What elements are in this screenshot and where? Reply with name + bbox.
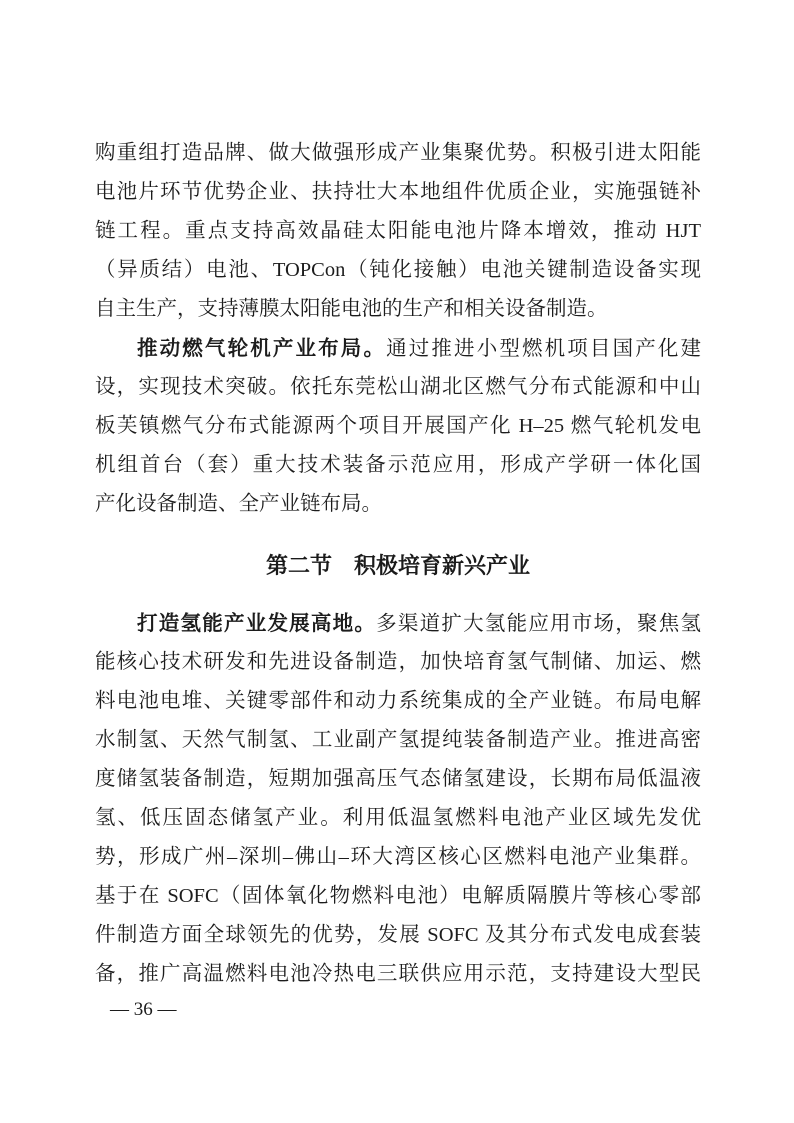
- body-text: [95, 134, 701, 994]
- text-line: 基于在 SOFC（固体氧化物燃料电池）电解质隔膜片等核心零部: [95, 885, 701, 907]
- text-line: 链工程。重点支持高效晶硅太阳能电池片降本增效，推动 HJT: [95, 220, 701, 242]
- paragraph-lead-rest: 多渠道扩大氢能应用市场，聚焦氢: [376, 613, 701, 635]
- text-line: 料电池电堆、关键零部件和动力系统集成的全产业链。布局电解: [95, 690, 701, 712]
- text-line: 备，推广高温燃料电池冷热电三联供应用示范，支持建设大型民: [95, 963, 701, 985]
- text-line: 购重组打造品牌、做大做强形成产业集聚优势。积极引进太阳能: [95, 142, 701, 164]
- text-line: （异质结）电池、TOPCon（钝化接触）电池关键制造设备实现: [95, 259, 701, 281]
- paragraph-solar: [95, 134, 701, 329]
- text-line: 机组首台（套）重大技术装备示范应用，形成产学研一体化国: [95, 454, 701, 476]
- text-line: 氢、低压固态储氢产业。利用低温氢燃料电池产业区域先发优: [95, 807, 701, 829]
- paragraph-lead-bold: 推动燃气轮机产业布局。: [137, 337, 387, 360]
- text-line: 产化设备制造、全产业链布局。: [95, 493, 382, 515]
- text-line: 度储氢装备制造，短期加强高压气态储氢建设，长期布局低温液: [95, 768, 701, 790]
- text-line: [95, 329, 701, 368]
- text-line: 势，形成广州–深圳–佛山–环大湾区核心区燃料电池产业集群。: [95, 846, 701, 868]
- text-line: [95, 604, 701, 643]
- text-line: 水制氢、天然气制氢、工业副产氢提纯装备制造产业。推进高密: [95, 729, 701, 751]
- paragraph-lead-rest: 通过推进小型燃机项目国产化建: [386, 338, 702, 360]
- text-line: 设，实现技术突破。依托东莞松山湖北区燃气分布式能源和中山: [95, 376, 701, 398]
- paragraph-gas-turbine: [95, 329, 701, 524]
- section-heading: 第二节 积极培育新兴产业: [265, 553, 530, 578]
- text-line: 板芙镇燃气分布式能源两个项目开展国产化 H–25 燃气轮机发电: [95, 415, 701, 437]
- text-line: 能核心技术研发和先进设备制造，加快培育氢气制储、加运、燃: [95, 651, 701, 673]
- paragraph-hydrogen: [95, 604, 701, 994]
- text-line: 自主生产，支持薄膜太阳能电池的生产和相关设备制造。: [95, 298, 608, 320]
- text-line: 件制造方面全球领先的优势，发展 SOFC 及其分布式发电成套装: [95, 924, 701, 946]
- text-line: 电池片环节优势企业、扶持壮大本地组件优质企业，实施强链补: [95, 181, 701, 203]
- paragraph-lead-bold: 打造氢能产业发展高地。: [137, 612, 377, 635]
- page-number: — 36 —: [110, 999, 177, 1020]
